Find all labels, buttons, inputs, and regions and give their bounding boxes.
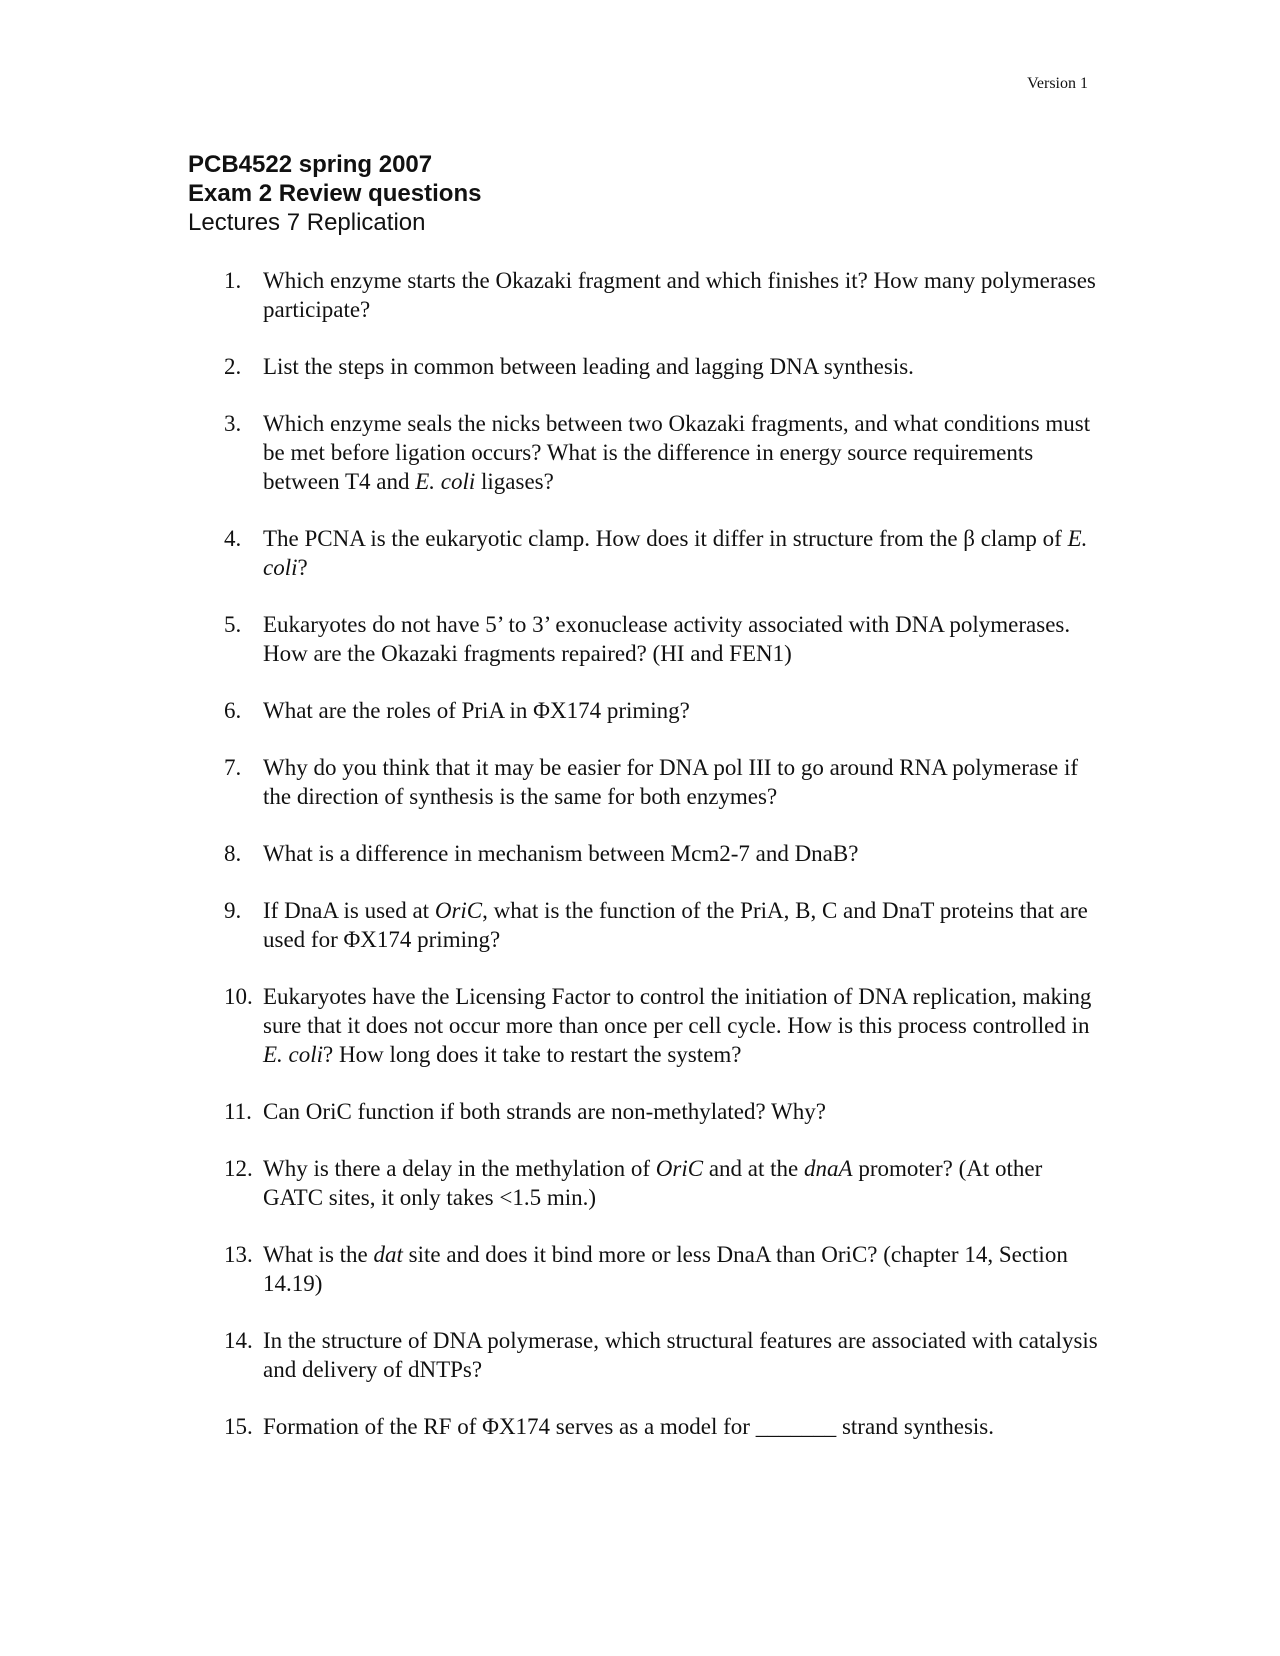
question-text: ligases? (475, 469, 554, 494)
question-text: If DnaA is used at (263, 898, 435, 923)
locus-name: OriC (655, 1156, 704, 1181)
question-text: Why do you think that it may be easier for DNA pol III to go around RNA polymerase if the direction of synthesis is the same for both enzymes? (263, 755, 1079, 809)
question-number: 10. (224, 984, 253, 1009)
question-number: 15. (224, 1414, 253, 1439)
locus-name: OriC (434, 898, 483, 923)
question-text: What is the (263, 1242, 374, 1267)
site-name: dat (373, 1242, 403, 1267)
question-item-7 (224, 753, 1100, 811)
question-number: 2. (224, 354, 242, 379)
question-number: 12. (224, 1156, 253, 1181)
species-name: E. coli (263, 1042, 324, 1067)
question-text: Eukaryotes have the Licensing Factor to control the initiation of DNA replication, making sure that it does not occur more than once per cell cycle. How is this process controlled in (263, 984, 1092, 1038)
lectures-subtitle: Lectures 7 Replication (188, 209, 426, 236)
question-text: promoter? (At other GATC sites, it only takes <1.5 min.) (263, 1156, 1043, 1210)
question-number: 13. (224, 1242, 253, 1267)
question-item-3 (224, 409, 1100, 496)
question-item-5 (224, 610, 1100, 668)
gene-name: dnaA (804, 1156, 853, 1181)
question-number: 3. (224, 411, 242, 436)
version-label: Version 1 (1027, 75, 1088, 92)
question-number: 8. (224, 841, 242, 866)
question-item-2 (224, 352, 1100, 381)
question-item-15 (224, 1412, 1100, 1441)
question-item-6 (224, 696, 1100, 725)
question-number: 11. (224, 1099, 252, 1124)
question-item-11 (224, 1097, 1100, 1126)
question-text: Eukaryotes do not have 5’ to 3’ exonuclease activity associated with DNA polymerases. How are the Okazaki fragments repaired? (HI and FEN1) (263, 612, 1071, 666)
question-text: Which enzyme seals the nicks between two Okazaki fragments, and what conditions must be met before ligation occurs? What is the difference in energy source requirements between T4 and (263, 411, 1091, 494)
question-number: 7. (224, 755, 242, 780)
question-number: 9. (224, 898, 242, 923)
question-text: , what is the function of the PriA, B, C and DnaT proteins that are used for ΦX174 priming? (263, 898, 1088, 952)
question-text: Which enzyme starts the Okazaki fragment and which finishes it? How many polymerases participate? (263, 268, 1096, 322)
question-number: 14. (224, 1328, 253, 1353)
question-item-1 (224, 266, 1100, 324)
document-header (188, 150, 481, 237)
question-text: ? (297, 555, 308, 580)
question-item-9 (224, 896, 1100, 954)
question-item-13 (224, 1240, 1100, 1298)
question-text: and at the (703, 1156, 804, 1181)
exam-title: Exam 2 Review questions (188, 180, 482, 207)
question-item-4 (224, 524, 1100, 582)
question-item-8 (224, 839, 1100, 868)
species-name: E. coli (415, 469, 476, 494)
question-text: In the structure of DNA polymerase, which structural features are associated with catalysis and delivery of dNTPs? (263, 1328, 1098, 1382)
species-name: E. coli (263, 526, 1088, 580)
question-text: Can OriC function if both strands are non-methylated? Why? (263, 1099, 826, 1124)
question-text: site and does it bind more or less DnaA than OriC? (chapter 14, Section 14.19) (263, 1242, 1068, 1296)
question-item-12 (224, 1154, 1100, 1212)
question-number: 6. (224, 698, 242, 723)
question-text: Formation of the RF of ΦX174 serves as a model for _______ strand synthesis. (263, 1414, 995, 1439)
question-number: 4. (224, 526, 242, 551)
question-text: What are the roles of PriA in ΦX174 priming? (263, 698, 690, 723)
question-text: ? How long does it take to restart the system? (323, 1042, 742, 1067)
question-number: 1. (224, 268, 242, 293)
question-number: 5. (224, 612, 242, 637)
question-item-14 (224, 1326, 1100, 1384)
course-title: PCB4522 spring 2007 (188, 151, 433, 178)
question-text: Why is there a delay in the methylation of (263, 1156, 656, 1181)
question-item-10 (224, 982, 1100, 1069)
question-list (224, 266, 1100, 1469)
question-text: What is a difference in mechanism between Mcm2-7 and DnaB? (263, 841, 859, 866)
question-text: List the steps in common between leading and lagging DNA synthesis. (263, 354, 914, 379)
question-text: The PCNA is the eukaryotic clamp. How does it differ in structure from the β clamp of (263, 526, 1068, 551)
